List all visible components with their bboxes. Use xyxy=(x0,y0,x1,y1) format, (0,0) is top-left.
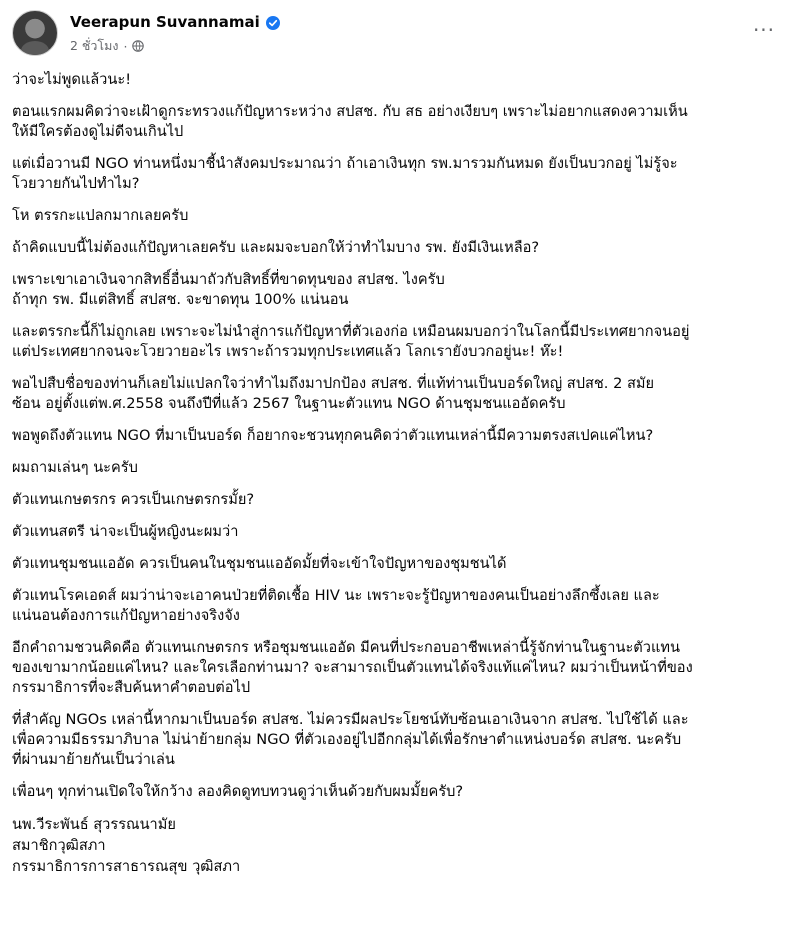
post-paragraph xyxy=(12,710,786,770)
post-text-line: โห ตรรกะแปลกมากเลยครับ xyxy=(12,207,189,224)
paragraph-gap xyxy=(12,310,786,322)
post-text-line: เพื่อความมีธรรมาภิบาล ไม่น่าย้ายกลุ่ม NGO ที่ตัวเองอยู่ไปอีกกลุ่มได้เพื่อรักษาตำแหน่งบอร์ด สปสช. นะครับ xyxy=(12,731,682,748)
post-text-line: กรรมาธิการที่จะสืบค้นหาคำตอบต่อไป xyxy=(12,679,251,696)
paragraph-gap xyxy=(12,802,786,814)
post-text-line: ตอนแรกผมคิดว่าจะเฝ้าดูกระทรวงแก้ปัญหาระหว่าง สปสช. กับ สธ อย่างเงียบๆ เพราะไม่อยากแสดงความเห็น xyxy=(12,103,688,120)
post-text-line: พอพูดถึงตัวแทน NGO ที่มาเป็นบอร์ด ก็อยากจะชวนทุกคนคิดว่าตัวแทนเหล่านี้มีความตรงสเปคแค่ไหน? xyxy=(12,427,654,444)
paragraph-gap xyxy=(12,698,786,710)
post-text-line: ซ้อน อยู่ตั้งแต่พ.ศ.2558 จนถึงปีที่แล้ว 2567 ในฐานะตัวแทน NGO ด้านชุมชนแออัดครับ xyxy=(12,395,566,412)
signature-line: สมาชิกวุฒิสภา xyxy=(12,837,106,854)
post-text-line: ให้มีใครต้องดูไม่ดีจนเกินไป xyxy=(12,123,184,140)
paragraph-gap xyxy=(12,194,786,206)
post-text-line: และตรรกะนี้ก็ไม่ถูกเลย เพราะจะไม่นำสู่การแก้ปัญหาที่ตัวเองก่อ เหมือนผมบอกว่าในโลกนี้มีประเทศยากจนอยู่ xyxy=(12,323,690,340)
post-text-line: ตัวแทนโรคเอดส์ ผมว่าน่าจะเอาคนป่วยที่ติดเชื้อ HIV นะ เพราะจะรู้ปัญหาของคนเป็นอย่างลึกซึ้งเลย และ xyxy=(12,587,660,604)
globe-icon[interactable] xyxy=(132,40,144,52)
paragraph-gap xyxy=(12,770,786,782)
post-text-line: ของเขามากน้อยแค่ไหน? และใครเลือกท่านมา? จะสามารถเป็นตัวแทนได้จริงแท้แค่ไหน? ผมว่าเป็นหน้าที่ของ xyxy=(12,659,693,676)
post-paragraph xyxy=(12,426,786,446)
paragraph-gap xyxy=(12,142,786,154)
post-text-line: ถ้าคิดแบบนี้ไม่ต้องแก้ปัญหาเลยครับ และผมจะบอกให้ว่าทำไมบาง รพ. ยังมีเงินเหลือ? xyxy=(12,239,540,256)
post-text-line: ถ้าทุก รพ. มีแต่สิทธิ์ สปสช. จะขาดทุน 100% แน่นอน xyxy=(12,291,349,308)
post-paragraph xyxy=(12,782,786,802)
paragraph-gap xyxy=(12,542,786,554)
post-text-line: แน่นอนต้องการแก้ปัญหาอย่างจริงจัง xyxy=(12,607,240,624)
post-header xyxy=(12,10,788,60)
post-paragraph xyxy=(12,102,786,142)
paragraph-gap xyxy=(12,362,786,374)
post-body xyxy=(12,70,786,877)
post-text-line: เพราะเขาเอาเงินจากสิทธิ์อื่นมาถัวกับสิทธิ์ที่ขาดทุนของ สปสช. ไงครับ xyxy=(12,271,445,288)
post-paragraph xyxy=(12,522,786,542)
post-paragraph xyxy=(12,270,786,310)
post-paragraph xyxy=(12,70,786,90)
post-text-line: ที่สำคัญ NGOs เหล่านี้หากมาเป็นบอร์ด สปสช. ไม่ควรมีผลประโยชน์ทับซ้อนเอาเงินจาก สปสช. ไปใช้ได้ และ xyxy=(12,711,689,728)
signature-line: กรรมาธิการการสาธารณสุข วุฒิสภา xyxy=(12,858,241,875)
post-paragraph xyxy=(12,322,786,362)
avatar[interactable] xyxy=(12,10,58,56)
post-paragraph xyxy=(12,554,786,574)
post-meta xyxy=(70,36,144,56)
post-paragraph xyxy=(12,206,786,226)
author-name[interactable]: Veerapun Suvannamai xyxy=(70,13,260,31)
paragraph-gap xyxy=(12,258,786,270)
post-text-line: พอไปสืบชื่อของท่านก็เลยไม่แปลกใจว่าทำไมถึงมาปกป้อง สปสช. ที่แท้ท่านเป็นบอร์ดใหญ่ สปสช. 2 สมัย xyxy=(12,375,655,392)
post-paragraph xyxy=(12,238,786,258)
post-text-line: ที่ผ่านมาย้ายกันเป็นว่าเล่น xyxy=(12,751,175,768)
post-paragraph xyxy=(12,374,786,414)
post-paragraph xyxy=(12,586,786,626)
post-paragraph xyxy=(12,458,786,478)
verified-badge-icon xyxy=(266,15,280,29)
more-options-button[interactable] xyxy=(748,16,780,44)
post-text-line: ผมถามเล่นๆ นะครับ xyxy=(12,459,138,476)
post-text-line: ตัวแทนชุมชนแออัด ควรเป็นคนในชุมชนแออัดมั้ยที่จะเข้าใจปัญหาของชุมชนได้ xyxy=(12,555,507,572)
post-timestamp[interactable]: 2 ชั่วโมง xyxy=(70,38,119,53)
paragraph-gap xyxy=(12,574,786,586)
paragraph-gap xyxy=(12,226,786,238)
post-text-line: อีกคำถามชวนคิดคือ ตัวแทนเกษตรกร หรือชุมชนแออัด มีคนที่ประกอบอาชีพเหล่านี้รู้จักท่านในฐานะตัวแทน xyxy=(12,639,680,656)
paragraph-gap xyxy=(12,90,786,102)
signature-line: นพ.วีระพันธ์ สุวรรณนามัย xyxy=(12,816,176,833)
paragraph-gap xyxy=(12,510,786,522)
post-paragraph xyxy=(12,154,786,194)
post-text-line: โวยวายกันไปทำไม? xyxy=(12,175,140,192)
paragraph-gap xyxy=(12,414,786,426)
post-text-line: แต่เมื่อวานมี NGO ท่านหนึ่งมาชี้นำสังคมประมาณว่า ถ้าเอาเงินทุก รพ.มารวมกันหมด ยังเป็นบวกอยู่ ไม่รู้จะ xyxy=(12,155,678,172)
author-row xyxy=(70,13,280,31)
signature-block xyxy=(12,814,786,877)
post-paragraph xyxy=(12,490,786,510)
post-text-line: ตัวแทนเกษตรกร ควรเป็นเกษตรกรมั้ย? xyxy=(12,491,255,508)
post-text-line: เพื่อนๆ ทุกท่านเปิดใจให้กว้าง ลองคิดดูทบทวนดูว่าเห็นด้วยกับผมมั้ยครับ? xyxy=(12,783,464,800)
paragraph-gap xyxy=(12,478,786,490)
more-options-icon: ··· xyxy=(752,18,776,42)
post-paragraph xyxy=(12,638,786,698)
post-text-line: แต่ประเทศยากจนจะโวยวายอะไร เพราะถ้ารวมทุกประเทศแล้ว โลกเรายังบวกอยู่นะ! ห๊ะ! xyxy=(12,343,564,360)
post-text-line: ตัวแทนสตรี น่าจะเป็นผู้หญิงนะผมว่า xyxy=(12,523,239,540)
post-text-line: ว่าจะไม่พูดแล้วนะ! xyxy=(12,71,132,88)
meta-separator: · xyxy=(123,38,128,54)
paragraph-gap xyxy=(12,446,786,458)
paragraph-gap xyxy=(12,626,786,638)
